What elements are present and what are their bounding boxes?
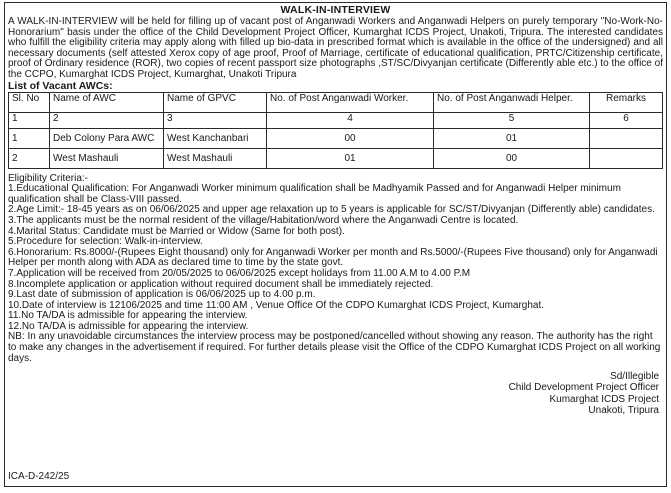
criteria-item: 2.Age Limit:- 18-45 years as on 06/06/2025 and upper age relaxation up to 5 years is applicable for SC/ST/Divyanjan (Differently able) candidates.	[8, 204, 655, 216]
table-cell: 6	[590, 112, 663, 128]
notice-intro: A WALK-IN-INTERVIEW will be held for filling up of vacant post of Anganwadi Workers and Anganwadi Helpers on purely temporary "No-Work-No-Honorarium" basis under the office of the Child Development Project Officer, Kumarghat ICDS Project, Unakoti, Tripura. The interested candidates who fulfill the eligibility criteria may apply along with filled up bio-data in prescribed format which is available in the office of the undersigned) and all necessary documents (self attested Xerox copy of age proof, Proof of Marriage, certificate of educational qualification, PRTC/Citizenship certificate, proof of Ordinary residence (ROR), two copies of recent passport size photographs ,ST/SC/Divyanjan certificate (Differently able etc.) to the office of the CCPO, Kumarghat ICDS Project, Kumarghat, Unakoti Tripura	[8, 16, 663, 80]
signature-block	[8, 371, 663, 416]
signature-designation: Child Development Project Officer	[508, 382, 659, 394]
table-cell: 3	[164, 112, 267, 128]
criteria-item: 8.Incomplete application or application without required document shall be immediately rejected.	[8, 278, 434, 290]
table-header-row	[9, 92, 663, 112]
table-cell: 1	[9, 128, 50, 148]
criteria-item: 12.No TA/DA is admissible for appearing the interview.	[8, 320, 249, 332]
criteria-item: 4.Marital Status: Candidate must be Married or Widow (Same for both post).	[8, 225, 345, 237]
vacant-list-heading: List of Vacant AWCs:	[8, 79, 113, 92]
table-cell: 4	[267, 112, 434, 128]
criteria-item: 10.Date of interview is 12106/2025 and time 11:00 AM , Venue Office Of the CDPO Kumarghat ICDS Project, Kumarghat.	[8, 299, 545, 311]
criteria-item: 7.Application will be received from 20/05/2025 to 06/06/2025 except holidays from 11.00 A.M to 4.00 P.M	[8, 267, 471, 279]
signature-status: Sd/Illegible	[610, 371, 659, 383]
table-cell: West Mashauli	[50, 148, 164, 168]
table-cell: West Kanchanbari	[164, 128, 267, 148]
table-numbering-row	[9, 112, 663, 128]
table-cell	[590, 128, 663, 148]
header-sl-no: Sl. No	[9, 92, 50, 112]
header-worker-posts: No. of Post Anganwadi Worker.	[267, 92, 434, 112]
table-cell: 1	[9, 112, 50, 128]
table-row	[9, 128, 663, 148]
header-helper-posts: No. of Post Anganwadi Helper.	[434, 92, 590, 112]
header-awc-name: Name of AWC	[50, 92, 164, 112]
header-remarks: Remarks	[590, 92, 663, 112]
notice-title: WALK-IN-INTERVIEW	[280, 4, 391, 16]
criteria-heading: Eligibility Criteria:-	[8, 172, 89, 184]
criteria-item: 9.Last date of submission of application is 06/06/2025 up to 4.00 p.m.	[8, 289, 316, 301]
table-cell: Deb Colony Para AWC	[50, 128, 164, 148]
criteria-item: 11.No TA/DA is admissible for appearing the interview.	[8, 310, 248, 322]
table-row	[9, 148, 663, 168]
criteria-item: 6.Honorarium: Rs.8000/-(Rupees Eight thousand) only for Anganwadi Worker per month and Rs.5000/-(Rupees Five thousand) only for Anganwadi Helper per month along with ADA as declared time to time by the state govt.	[8, 246, 658, 269]
signature-location: Unakoti, Tripura	[588, 404, 659, 416]
signature-office: Kumarghat ICDS Project	[549, 393, 659, 405]
table-cell: 01	[267, 148, 434, 168]
notice-page	[4, 2, 667, 487]
table-cell: 2	[50, 112, 164, 128]
table-cell: 00	[434, 148, 590, 168]
criteria-item: 3.The applicants must be the normal resident of the village/Habitation/word where the Anganwadi Centre is located.	[8, 214, 519, 226]
table-cell: 5	[434, 112, 590, 128]
vacant-awc-table	[8, 92, 663, 169]
criteria-note: NB: In any unavoidable circumstances the interview process may be postponed/cancelled without showing any reason. The authority has the right to make any changes in the advertisement if required. For further details please visit the Office of the CDPO Kumarghat ICDS Project on all working days.	[8, 331, 661, 364]
table-cell: 2	[9, 148, 50, 168]
table-cell	[590, 148, 663, 168]
criteria-item: 5.Procedure for selection: Walk-in-interview.	[8, 236, 203, 248]
criteria-item: 1.Educational Qualification: For Anganwadi Worker minimum qualification shall be Madhyamik Passed and for Anganwadi Helper minimum qualification shall be Class-VIII passed.	[8, 183, 621, 205]
reference-number: ICA-D-242/25	[8, 471, 70, 482]
eligibility-criteria	[8, 174, 663, 365]
table-cell: 00	[267, 128, 434, 148]
table-cell: 01	[434, 128, 590, 148]
header-gpvc-name: Name of GPVC	[164, 92, 267, 112]
table-cell: West Mashauli	[164, 148, 267, 168]
